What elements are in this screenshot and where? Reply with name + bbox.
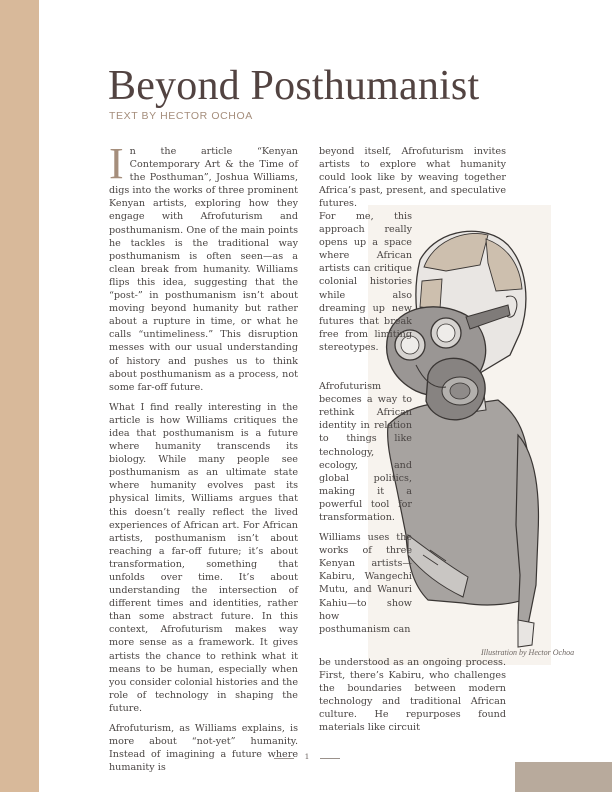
paragraph-7: Williams uses the works of three Kenyan artists—Kabiru, Wangechi Mutu, and Wanuri Kahiu—to show how posthumanism can (319, 532, 412, 635)
paragraph-4-start: beyond itself, Afrofuturism invites artists to explore what humanity could look like by weaving together Africa’s past, present, and speculative futures. (319, 146, 506, 210)
page-footer (274, 752, 340, 764)
article-title: Beyond Posthumanist (108, 63, 480, 109)
footer-rule-right (320, 758, 340, 759)
illustration-caption: Illustration by Hector Ochoa (481, 648, 575, 657)
left-accent-stripe (0, 0, 39, 792)
drop-cap: I (109, 139, 124, 188)
paragraph-1-text: n the article “Kenyan Contemporary Art & the Time of the Posthuman”, Joshua Williams, digs into the works of three prominent Kenyan artists, exploring how they engage with Afrofuturism and posthumanism. One of the main points he tackles is the traditional way posthumanism is often seen—as a clean break from humanity. Williams flips this idea, suggesting that the “post-” in posthumanism isn’t about moving beyond humanity but rather about a rupture in time, or what he calls “untimeliness.” This disruption messes with our usual understanding of history and pushes us to think about posthumanism as a process, not some far-off future. (109, 146, 298, 393)
column-right-bottom (319, 656, 506, 742)
paragraph-5: For me, this approach really opens up a space where African artists can critique colonial histories while also dreaming up new futures that break free from limiting stereotypes. (319, 211, 412, 353)
corner-block (515, 762, 612, 792)
paragraph-2: What I find really interesting in the article is how Williams critiques the idea that posthumanism is a future where humanity transcends its biology. While many people see posthumanism as an ultimate state where humanity evolves past its physical limits, Williams argues that this doesn’t really reflect the lived experiences of African art. For African artists, posthumanism isn’t about reaching a far-off future; it’s about transformation, something that unfolds over time. It’s about understanding the intersection of different times and identities, rather than some abstract future. In this context, Afrofuturism makes way more sense as a framework. It gives artists the chance to rethink what it means to be human, especially when you consider colonial histories and the role of technology in shaping the future. (109, 401, 298, 714)
paragraph-7-continued: be understood as an ongoing process. First, there’s Kabiru, who challenges the boundaries between modern technology and traditional African culture. He repurposes found materials like circuit (319, 657, 506, 734)
column-right-wrap (319, 210, 412, 643)
column-left (109, 139, 298, 781)
paragraph-6: Afrofuturism becomes a way to rethink African identity in relation to things like technology, ecology, and global politics, making it a powerful tool for transformation. (319, 381, 412, 523)
page-number: 1 (304, 752, 310, 761)
paragraph-3: Afrofuturism, as Williams explains, is more about “not-yet” humanity. Instead of imagining a future where humanity is (109, 723, 298, 774)
paragraph-1 (109, 139, 298, 394)
byline: TEXT BY HECTOR OCHOA (109, 110, 253, 122)
